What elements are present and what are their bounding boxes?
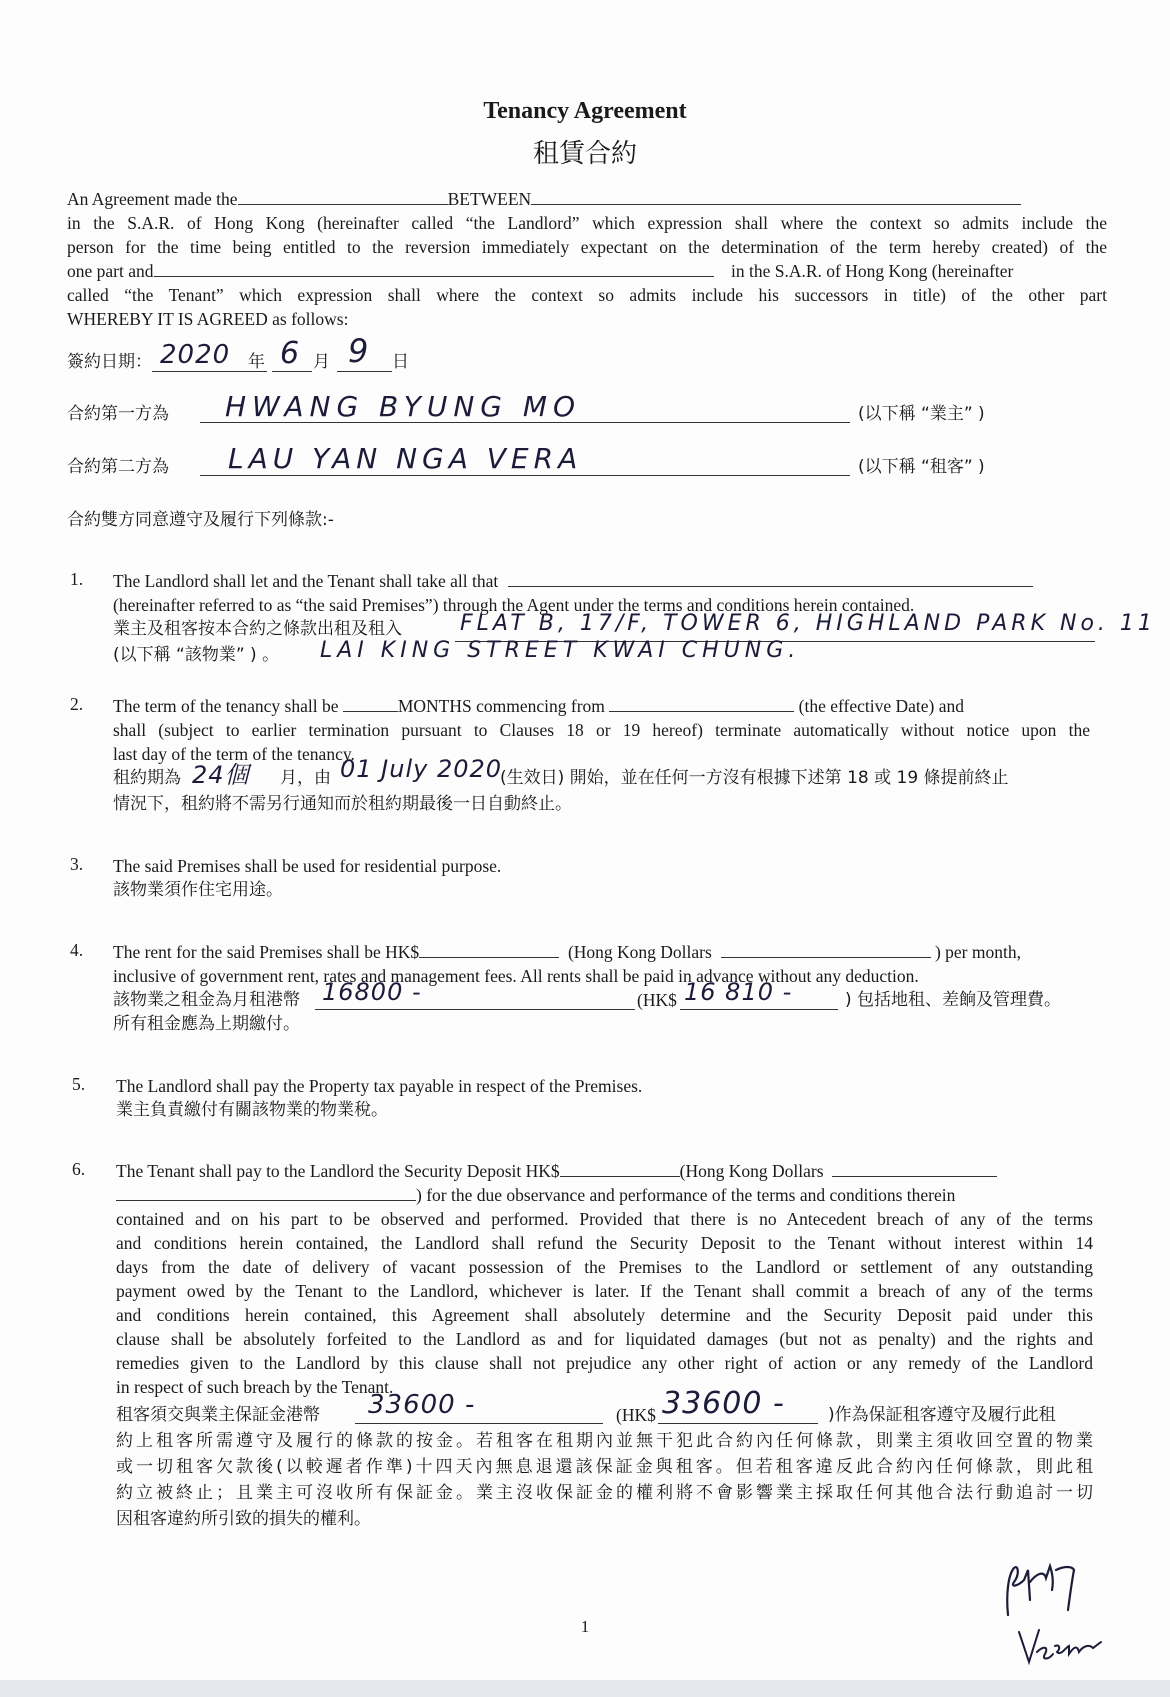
landlord-initials-signature bbox=[1000, 1560, 1090, 1620]
sign-day-handwritten: 9 bbox=[348, 332, 370, 370]
clause-4-line-2: inclusive of government rent, rates and management fees. All rents shall be paid in advance without any deduction. bbox=[113, 966, 919, 986]
deposit-words-blank-2 bbox=[116, 1183, 416, 1201]
deposit-hkd-blank bbox=[560, 1159, 680, 1177]
clause-text: ) per month, bbox=[934, 942, 1021, 962]
page-number: 1 bbox=[580, 1617, 590, 1636]
sign-month-handwritten: 6 bbox=[280, 336, 301, 371]
clause-6-line-7: and conditions herein contained, this Agreement shall absolutely determine and the Security Deposit paid under this bbox=[116, 1305, 1093, 1325]
sign-day-underline bbox=[337, 371, 392, 372]
landlord-name-blank bbox=[531, 187, 1021, 205]
party1-label: 合約第一方為 bbox=[67, 404, 169, 424]
clause-2-line-2: shall (subject to earlier termination pursuant to Clauses 18 or 19 hereof) terminate automatically without notice upon the bbox=[113, 720, 1090, 740]
intro-line-6: WHEREBY IT IS AGREED as follows: bbox=[67, 309, 349, 329]
clause-5-line-1: The Landlord shall pay the Property tax payable in respect of the Premises. bbox=[116, 1076, 643, 1096]
clause-text: The Landlord shall let and the Tenant shall take all that bbox=[113, 571, 499, 591]
clause-6-zh-3: 或一切租客欠款後(以較遲者作準)十四天內無息退還該保証金與租客。但若租客違反此合約內任何條款，則此租 bbox=[116, 1457, 1093, 1477]
clause-text: (Hong Kong Dollars bbox=[567, 942, 712, 962]
clause-6-zh-1a: 租客須交與業主保証金港幣 bbox=[116, 1405, 320, 1425]
intro-line-3: person for the time being entitled to the reversion immediately expectant on the determination of the term hereby created) of the bbox=[67, 237, 1107, 257]
intro-line-5: called “the Tenant” which expression shall where the context so admits include his successors in title) of the other part bbox=[67, 285, 1107, 305]
agreement-date-blank bbox=[238, 187, 448, 205]
clause-4-line-3a: 該物業之租金為月租港幣 bbox=[113, 990, 300, 1010]
sign-year-handwritten: 2020 bbox=[160, 340, 231, 370]
sign-date-label: 簽約日期： bbox=[67, 352, 152, 372]
rent-handwritten-1: 16800 - bbox=[322, 978, 422, 1006]
intro-line-4 bbox=[67, 259, 1107, 283]
landlord-name-handwritten: HWANG BYUNG MO bbox=[225, 390, 582, 423]
clause-2-number: 2. bbox=[70, 694, 84, 714]
rent-hkd-blank bbox=[419, 940, 559, 958]
agree-line: 合約雙方同意遵守及履行下列條款:- bbox=[67, 510, 334, 530]
clause-2-line-4c: (生效日) 開始，並在任何一方沒有根據下述第 18 或 19 條提前終止 bbox=[500, 768, 1009, 788]
clause-6-line-5: days from the date of delivery of vacant possession of the Premises to the Landlord or settlement of any outstanding bbox=[116, 1257, 1093, 1277]
clause-6-line-8: clause shall be absolutely forfeited to the Landlord as and for liquidated damages (but not as penalty) and the rights and bbox=[116, 1329, 1093, 1349]
tenant-name-handwritten: LAU YAN NGA VERA bbox=[228, 442, 583, 475]
clause-4-line-1 bbox=[113, 940, 1090, 964]
tenant-name-blank bbox=[154, 259, 714, 277]
clause-6-number: 6. bbox=[72, 1159, 86, 1179]
between-text: BETWEEN bbox=[447, 189, 532, 209]
clause-4-number: 4. bbox=[70, 940, 84, 960]
term-handwritten: 24個 bbox=[192, 761, 250, 789]
clause-text: (the effective Date) and bbox=[798, 696, 965, 716]
clause-text: The Tenant shall pay to the Landlord the Security Deposit HK$ bbox=[116, 1161, 560, 1181]
clause-6-zh-1c: )作為保証租客遵守及履行此租 bbox=[828, 1405, 1056, 1425]
clause-3-line-2: 該物業須作住宅用途。 bbox=[113, 880, 283, 900]
clause-6-line-10: in respect of such breach by the Tenant. bbox=[116, 1377, 394, 1397]
month-label: 月 bbox=[313, 352, 330, 372]
day-label: 日 bbox=[392, 352, 409, 372]
clause-3-line-1: The said Premises shall be used for residential purpose. bbox=[113, 856, 502, 876]
deposit-zh-underline bbox=[355, 1423, 603, 1424]
clause-text: The rent for the said Premises shall be HK$ bbox=[113, 942, 420, 962]
party2-underline bbox=[200, 475, 850, 476]
clause-2-line-4b: 月，由 bbox=[280, 768, 331, 788]
clause-1-line-1 bbox=[113, 569, 1033, 593]
party1-suffix: (以下稱 “業主” ) bbox=[858, 404, 985, 424]
deposit-handwritten-2: 33600 - bbox=[662, 1386, 785, 1421]
clause-4-line-4: 所有租金應為上期繳付。 bbox=[113, 1014, 300, 1034]
clause-2-line-1 bbox=[113, 694, 1090, 718]
rent-zh-underline bbox=[315, 1009, 635, 1010]
intro-text: An Agreement made the bbox=[67, 189, 238, 209]
commencing-date-blank bbox=[609, 694, 794, 712]
document-title-chinese: 租賃合約 bbox=[532, 139, 637, 169]
clause-2-line-3: last day of the term of the tenancy. bbox=[113, 744, 355, 764]
clause-6-line-2 bbox=[116, 1183, 1093, 1207]
premises-blank bbox=[508, 569, 1033, 587]
effective-date-handwritten: 01 July 2020 bbox=[340, 755, 503, 783]
clause-1-line-4: (以下稱 “該物業” ) 。 bbox=[113, 645, 280, 665]
clause-text: The term of the tenancy shall be bbox=[113, 696, 339, 716]
clause-3-number: 3. bbox=[70, 854, 84, 874]
tenant-initials-signature bbox=[1015, 1622, 1105, 1672]
clause-6-line-4: and conditions herein contained, the Landlord shall refund the Security Deposit to the Tenant without interest within 14 bbox=[116, 1233, 1093, 1253]
party2-suffix: (以下稱 “租客” ) bbox=[858, 457, 985, 477]
clause-1-line-2: (hereinafter referred to as “the said Premises”) through the Agent under the terms and conditions herein contained. bbox=[113, 595, 915, 615]
sign-month-underline bbox=[272, 371, 312, 372]
premises-address-handwritten-2: LAI KING STREET KWAI CHUNG. bbox=[320, 638, 801, 663]
clause-text: MONTHS commencing from bbox=[397, 696, 605, 716]
months-blank bbox=[343, 694, 398, 712]
deposit-handwritten-1: 33600 - bbox=[368, 1390, 476, 1420]
intro-line-1 bbox=[67, 187, 1021, 211]
clause-6-line-3: contained and on his part to be observed and performed. Provided that there is no Antecedent breach of any of the terms bbox=[116, 1209, 1093, 1229]
intro-text: in the S.A.R. of Hong Kong (hereinafter bbox=[731, 261, 1014, 281]
year-label: 年 bbox=[248, 352, 265, 372]
clause-text: (Hong Kong Dollars bbox=[679, 1161, 824, 1181]
clause-6-zh-4: 約立被終止；且業主可沒收所有保証金。業主沒收保証金的權利將不會影響業主採取任何其他合法行動追討一切 bbox=[116, 1483, 1093, 1503]
clause-2-line-5: 情況下，租約將不需另行通知而於租約期最後一日自動終止。 bbox=[113, 794, 572, 814]
document-title: Tenancy Agreement bbox=[483, 98, 687, 124]
intro-text: one part and bbox=[67, 261, 154, 281]
clause-6-line-9: remedies given to the Landlord by this clause shall not prejudice any other right of action or any remedy of the Landlord bbox=[116, 1353, 1093, 1373]
rent-words-blank bbox=[721, 940, 931, 958]
clause-5-line-2: 業主負責繳付有關該物業的物業稅。 bbox=[116, 1100, 388, 1120]
clause-6-line-6: payment owed by the Tenant to the Landlord, whichever is later. If the Tenant shall commit a breach of any of the terms bbox=[116, 1281, 1093, 1301]
intro-line-2: in the S.A.R. of Hong Kong (hereinafter called “the Landlord” which expression shall where the context so admits include the bbox=[67, 213, 1107, 233]
clause-4-line-3c: ) 包括地租、差餉及管理費。 bbox=[845, 990, 1062, 1010]
rent-hk-underline bbox=[680, 1009, 838, 1010]
clause-4-line-3b: (HK$ bbox=[637, 990, 677, 1010]
deposit-words-blank bbox=[832, 1159, 997, 1177]
premises-address-handwritten-1: FLAT B, 17/F, TOWER 6, HIGHLAND PARK No. 11 bbox=[460, 611, 1156, 636]
clause-6-zh-5: 因租客違約所引致的損失的權利。 bbox=[116, 1509, 371, 1529]
deposit-hk-underline bbox=[658, 1423, 818, 1424]
clause-2-line-4a: 租約期為 bbox=[113, 768, 181, 788]
clause-6-zh-2: 約上租客所需遵守及履行的條款的按金。若租客在租期內並無干犯此合約內任何條款，則業主須收回空置的物業 bbox=[116, 1431, 1093, 1451]
clause-text: ) for the due observance and performance of the terms and conditions therein bbox=[416, 1185, 956, 1205]
clause-1-number: 1. bbox=[70, 569, 84, 589]
rent-handwritten-2: 16 810 - bbox=[684, 978, 793, 1006]
viewer-bottom-strip bbox=[0, 1680, 1170, 1697]
party2-label: 合約第二方為 bbox=[67, 457, 169, 477]
clause-6-zh-1b: (HK$ bbox=[616, 1405, 656, 1425]
clause-1-line-3: 業主及租客按本合約之條款出租及租入 bbox=[113, 619, 402, 639]
clause-5-number: 5. bbox=[72, 1074, 86, 1094]
clause-6-line-1 bbox=[116, 1159, 1093, 1183]
